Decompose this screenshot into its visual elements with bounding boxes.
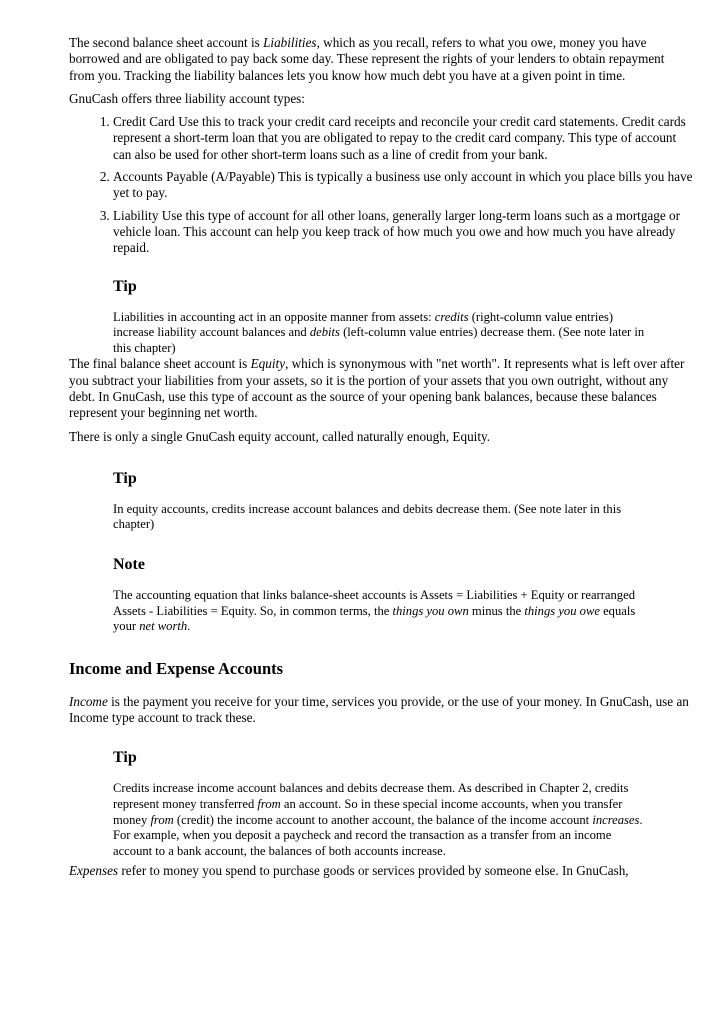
paragraph-income: Income is the payment you receive for your time, services you provide, or the use of your money. In GnuCash, use an Income type account to track these. — [69, 693, 689, 726]
tip-liabilities — [113, 277, 653, 357]
tip-equity — [113, 469, 653, 533]
tip-title: Tip — [113, 277, 137, 295]
section-heading: Income and Expense Accounts — [69, 658, 284, 678]
liability-types-list — [69, 114, 693, 256]
tip-body: Liabilities in accounting act in an opposite manner from assets: credits (right-column value entries) increase liability account balances and debits (left-column value entries) decrease them. (See note later in this chapter) — [113, 309, 645, 355]
list-item: 3. Liability Use this type of account for all other loans, generally larger long-term loans such as a mortgage or vehicle loan. This account can help you keep track of how much you owe and how much you have already repaid. — [113, 208, 693, 257]
document-page — [69, 35, 693, 887]
paragraph-three-types: GnuCash offers three liability account types: — [69, 90, 305, 106]
paragraph-single-equity: There is only a single GnuCash equity account, called naturally enough, Equity. — [69, 428, 491, 444]
paragraph-equity: The final balance sheet account is Equity, which is synonymous with "net worth". It represents what is left over after you subtract your liabilities from your assets, so it is the portion of your assets that you own outright, without any debt. In GnuCash, use this type of account as the source of your opening bank balances, because these balances represent your beginning net worth. — [69, 356, 685, 421]
list-item: 2. Accounts Payable (A/Payable) This is typically a business use only account in which you place bills you have yet to pay. — [113, 169, 693, 202]
paragraph-liabilities: The second balance sheet account is Liabilities, which as you recall, refers to what you owe, money you have borrowed and are obligated to pay back some day. These represent the rights of your lenders to obtain repayment from you. Tracking the liability balances lets you know how much debt you have at a given point in time. — [69, 35, 665, 83]
note-title: Note — [113, 556, 145, 574]
paragraph-expenses: Expenses refer to money you spend to purchase goods or services provided by someone else. In GnuCash, — [69, 863, 629, 879]
list-item: 1. Credit Card Use this to track your credit card receipts and reconcile your credit card statements. Credit cards represent a short-term loan that you are obligated to repay to the credit card company. This type of account can also be used for other short-term loans such as a line of credit from your bank. — [113, 114, 693, 163]
note-accounting-equation — [113, 555, 653, 635]
tip-body: In equity accounts, credits increase account balances and debits decrease them. (See note later in this chapter) — [113, 501, 622, 532]
tip-title: Tip — [113, 749, 137, 767]
tip-body: Credits increase income account balances and debits decrease them. As described in Chapter 2, credits represent money transferred from an account. So in these special income accounts, when you transfer money from (credit) the income account to another account, the balance of the income account increases. For example, when you deposit a paycheck and record the transaction as a transfer from an income account to a bank account, the balances of both accounts increase. — [113, 781, 643, 858]
tip-title: Tip — [113, 469, 137, 487]
tip-income — [113, 748, 653, 859]
note-body: The accounting equation that links balance-sheet accounts is Assets = Liabilities + Equity or rearranged Assets - Liabilities = Equity. So, in common terms, the things you own minus the things you owe equals your net worth. — [113, 588, 636, 634]
